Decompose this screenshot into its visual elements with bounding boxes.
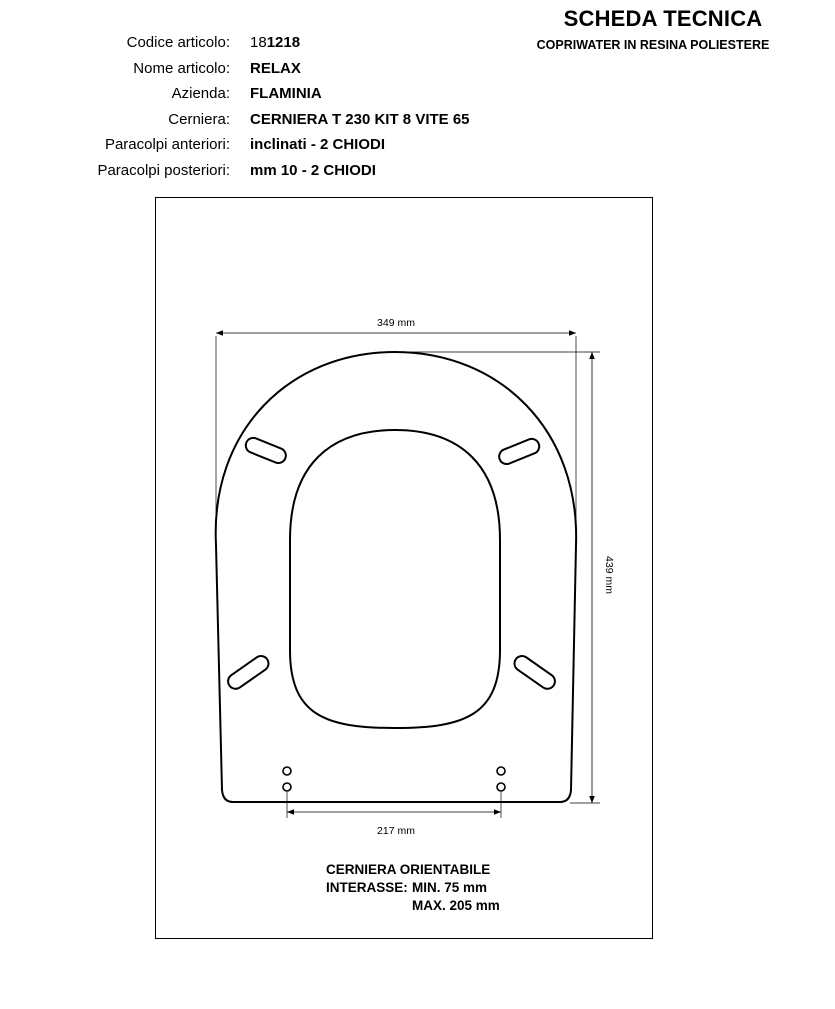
seat-outline (216, 352, 576, 802)
page-subtitle: COPRIWATER IN RESINA POLIESTERE (536, 38, 770, 52)
spec-value-main: 1218 (266, 34, 301, 51)
spec-label: Codice articolo: (126, 34, 230, 51)
spec-value: CERNIERA T 230 KIT 8 VITE 65 (250, 110, 470, 128)
spec-label: Cerniera: (168, 110, 230, 128)
width-dimension-label: 349 mm (377, 317, 415, 329)
slot-top-left (244, 436, 289, 466)
note-hinge-type: CERNIERA ORIENTABILE (326, 862, 491, 877)
spec-label: Paracolpi posteriori: (97, 161, 230, 179)
spec-label: Azienda: (171, 85, 230, 103)
height-dimension-label: 439 mm (603, 556, 615, 594)
note-interasse-label: INTERASSE: (326, 880, 408, 895)
spec-value: inclinati - 2 CHIODI (250, 136, 386, 154)
note-interasse-max: MAX. 205 mm (412, 898, 500, 913)
spec-value: RELAX (250, 59, 301, 77)
hinge-hole (283, 767, 291, 775)
spec-label: Paracolpi anteriori: (104, 136, 230, 154)
spec-value: FLAMINIA (250, 85, 322, 103)
seat-opening (290, 430, 500, 728)
slot-top-right (497, 437, 542, 467)
spec-value-prefix: 18 (250, 34, 267, 51)
hinge-hole (283, 783, 291, 791)
slot-bottom-left (225, 653, 271, 692)
page-title: SCHEDA TECNICA (563, 6, 763, 31)
hinge-hole (497, 783, 505, 791)
slot-bottom-right (512, 653, 558, 692)
note-interasse-min: MIN. 75 mm (412, 880, 488, 895)
spec-value: mm 10 - 2 CHIODI (250, 161, 376, 179)
spec-label: Nome articolo: (133, 59, 230, 77)
hinge-hole (497, 767, 505, 775)
hinge-dimension-label: 217 mm (377, 825, 415, 837)
